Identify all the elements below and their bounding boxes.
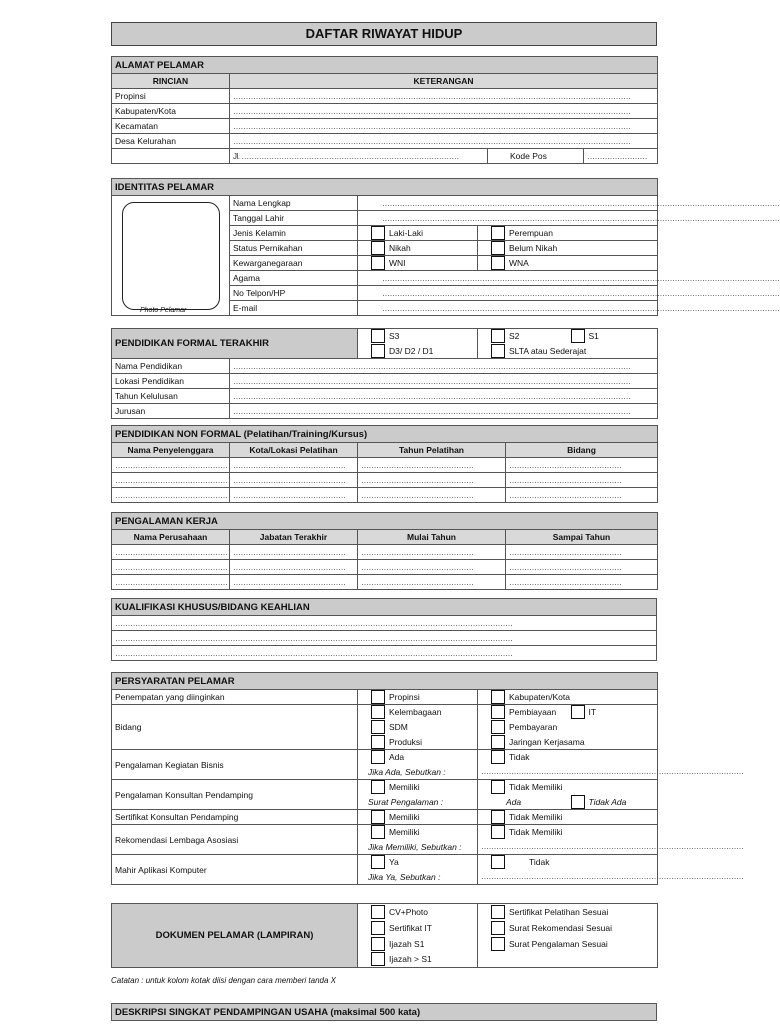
pendidikan-table: PENDIDIKAN FORMAL TERAKHIR S3 S2 S1 D3/ D2 / D1 SLTA atau Sederajat Nama Pendidikan …………………………………………………………………………………………………………………………………………… Lokasi Pendidikan …………………………………………………………………………………………………………………………………………… Tahun Kelulusan …………………………………………………………………………………………………………………………………………… Jurusan ……………………………………………………………………………………………………………………………………………: [111, 328, 658, 419]
nikah-checkbox[interactable]: [371, 241, 385, 255]
row-label: Desa Kelurahan: [112, 134, 230, 149]
surat-pengalaman-checkbox[interactable]: [491, 937, 505, 951]
dokumen-table: DOKUMEN PELAMAR (LAMPIRAN) CV+Photo Sertifikat Pelatihan Sesuai Sertifikat IT Surat Rekomendasi Sesuai Ijazah S1 Surat Pengalaman Sesuai Ijazah > S1: [111, 903, 658, 968]
table-row: ……………………………………… ……………………………………… ……………………………………… ………………………………………: [112, 488, 658, 503]
it-checkbox[interactable]: [571, 705, 585, 719]
pengalaman-header: PENGALAMAN KERJA: [112, 513, 658, 530]
wna-checkbox[interactable]: [491, 256, 505, 270]
kualifikasi-header: KUALIFIKASI KHUSUS/BIDANG KEAHLIAN: [112, 599, 657, 616]
kelembagaan-checkbox[interactable]: [371, 705, 385, 719]
lokasi-pendidikan-field[interactable]: ……………………………………………………………………………………………………………………………………………: [230, 374, 658, 389]
konsultan-memiliki-checkbox[interactable]: [371, 780, 385, 794]
konsultan-tidak-checkbox[interactable]: [491, 780, 505, 794]
table-row: ……………………………………… ……………………………………… ……………………………………… ………………………………………: [112, 560, 658, 575]
pengalaman-table: PENGALAMAN KERJA Nama Perusahaan Jabatan Terakhir Mulai Tahun Sampai Tahun ……………………………………… ……………………………………… ……………………………………… ……………………………………… ……………………………………… ……………………………………… ……………………………………… ……………………………………… ……………………………………… ……………………………………… ……………………………………… ………………………………………: [111, 512, 658, 590]
tanggal-lahir-field[interactable]: ……………………………………………………………………………………………………………………………………………: [358, 211, 658, 226]
surat-tidak-ada-checkbox[interactable]: [571, 795, 585, 809]
persyaratan-table: PERSYARATAN PELAMAR Penempatan yang diinginkan Propinsi Kabupaten/Kota Bidang Kelembagaan Pembiayaan IT SDM Pembayaran Produksi Jaringan Kerjasama Pengalaman Kegiatan Bisnis Ada Tidak Jika Ada, Sebutkan : …………………………………………………………………………………………… Pengalaman Konsultan Pendamping Memiliki Tidak Memiliki Surat Pengalaman : Ada Tidak Ada Sertifikat Konsultan Pendamping Memiliki Tidak Memiliki Rekomendasi Lembaga Asosiasi Memiliki Tidak Memiliki Jika Memiliki, Sebutkan : …………………………………………………………………………………………… Mahir Aplikasi Komputer Ya Tidak Jika Ya, Sebutkan : ……………………………………………………………………………………………: [111, 672, 658, 885]
d3-checkbox[interactable]: [371, 344, 385, 358]
nonformal-header: PENDIDIKAN NON FORMAL (Pelatihan/Training/Kursus): [112, 426, 658, 443]
perempuan-checkbox[interactable]: [491, 226, 505, 240]
rekomendasi-memiliki-checkbox[interactable]: [371, 825, 385, 839]
catatan-note: Catatan : untuk kolom kotak diisi dengan cara memberi tanda X: [111, 976, 337, 985]
kode-pos-field[interactable]: ……………………: [584, 149, 658, 164]
photo-label: Photo Pelamar: [140, 307, 187, 314]
identitas-header: IDENTITAS PELAMAR: [112, 179, 658, 196]
deskripsi-table: [111, 1003, 657, 1021]
photo-placeholder[interactable]: [122, 202, 220, 310]
persyaratan-header: PERSYARATAN PELAMAR: [112, 673, 658, 690]
pendidikan-header: PENDIDIKAN FORMAL TERAKHIR: [112, 329, 358, 359]
kualifikasi-line[interactable]: ……………………………………………………………………………………………………………………………………………: [112, 631, 657, 646]
nonformal-table: PENDIDIKAN NON FORMAL (Pelatihan/Training/Kursus) Nama Penyelenggara Kota/Lokasi Pelatihan Tahun Pelatihan Bidang ……………………………………… ……………………………………… ……………………………………… ……………………………………… ……………………………………… ……………………………………… ……………………………………… ……………………………………… ……………………………………… ……………………………………… ……………………………………… ………………………………………: [111, 425, 658, 503]
kegiatan-ada-checkbox[interactable]: [371, 750, 385, 764]
kualifikasi-line[interactable]: ……………………………………………………………………………………………………………………………………………: [112, 616, 657, 631]
kabkota-checkbox[interactable]: [491, 690, 505, 704]
komputer-ya-checkbox[interactable]: [371, 855, 385, 869]
kualifikasi-table: [111, 598, 657, 661]
slta-checkbox[interactable]: [491, 344, 505, 358]
rekomendasi-sebutkan-field[interactable]: ……………………………………………………………………………………………: [478, 840, 658, 855]
sdm-checkbox[interactable]: [371, 720, 385, 734]
deskripsi-header: DESKRIPSI SINGKAT PENDAMPINGAN USAHA (maksimal 500 kata): [112, 1004, 657, 1021]
nama-field[interactable]: ……………………………………………………………………………………………………………………………………………: [358, 196, 658, 211]
s3-checkbox[interactable]: [371, 329, 385, 343]
komputer-tidak-checkbox[interactable]: [491, 855, 505, 869]
telpon-field[interactable]: ……………………………………………………………………………………………………………………………………………: [358, 286, 658, 301]
pembiayaan-checkbox[interactable]: [491, 705, 505, 719]
kecamatan-field[interactable]: ……………………………………………………………………………………………………………………………………………: [230, 119, 658, 134]
surat-rekomendasi-checkbox[interactable]: [491, 921, 505, 935]
tahun-kelulusan-field[interactable]: ……………………………………………………………………………………………………………………………………………: [230, 389, 658, 404]
ijazah-s1-checkbox[interactable]: [371, 937, 385, 951]
produksi-checkbox[interactable]: [371, 735, 385, 749]
row-label: Kabupaten/Kota: [112, 104, 230, 119]
kegiatan-sebutkan-field[interactable]: ……………………………………………………………………………………………: [478, 765, 658, 780]
table-row: ……………………………………… ……………………………………… ……………………………………… ………………………………………: [112, 473, 658, 488]
alamat-header: ALAMAT PELAMAR: [112, 57, 658, 74]
agama-field[interactable]: ……………………………………………………………………………………………………………………………………………: [358, 271, 658, 286]
alamat-table: [111, 56, 658, 164]
row-label: Kecamatan: [112, 119, 230, 134]
s1-checkbox[interactable]: [571, 329, 585, 343]
row-label: Propinsi: [112, 89, 230, 104]
table-row: ……………………………………… ……………………………………… ……………………………………… ………………………………………: [112, 575, 658, 590]
desa-field[interactable]: ……………………………………………………………………………………………………………………………………………: [230, 134, 658, 149]
sert-pelatihan-checkbox[interactable]: [491, 905, 505, 919]
belum-nikah-checkbox[interactable]: [491, 241, 505, 255]
sertifikat-tidak-checkbox[interactable]: [491, 810, 505, 824]
jurusan-field[interactable]: ……………………………………………………………………………………………………………………………………………: [230, 404, 658, 419]
sert-it-checkbox[interactable]: [371, 921, 385, 935]
laki-checkbox[interactable]: [371, 226, 385, 240]
kabupaten-field[interactable]: ……………………………………………………………………………………………………………………………………………: [230, 104, 658, 119]
komputer-sebutkan-field[interactable]: ……………………………………………………………………………………………: [478, 870, 658, 885]
rekomendasi-tidak-checkbox[interactable]: [491, 825, 505, 839]
wni-checkbox[interactable]: [371, 256, 385, 270]
ijazah-s2-checkbox[interactable]: [371, 952, 385, 966]
propinsi-field[interactable]: ……………………………………………………………………………………………………………………………………………: [230, 89, 658, 104]
nama-pendidikan-field[interactable]: ……………………………………………………………………………………………………………………………………………: [230, 359, 658, 374]
page-title: DAFTAR RIWAYAT HIDUP: [111, 22, 657, 46]
cv-checkbox[interactable]: [371, 905, 385, 919]
kode-pos-label: Kode Pos: [488, 149, 584, 164]
dokumen-header: DOKUMEN PELAMAR (LAMPIRAN): [112, 904, 358, 968]
jalan-field[interactable]: Jl. ……………………………………………………………………………: [230, 149, 488, 164]
col-keterangan: KETERANGAN: [230, 74, 658, 89]
sertifikat-memiliki-checkbox[interactable]: [371, 810, 385, 824]
table-row: ……………………………………… ……………………………………… ……………………………………… ………………………………………: [112, 458, 658, 473]
s2-checkbox[interactable]: [491, 329, 505, 343]
propinsi-checkbox[interactable]: [371, 690, 385, 704]
kualifikasi-line[interactable]: ……………………………………………………………………………………………………………………………………………: [112, 646, 657, 661]
jaringan-checkbox[interactable]: [491, 735, 505, 749]
identitas-table: IDENTITAS PELAMAR Nama Lengkap …………………………………………………………………………………………………………………………………………… Tanggal Lahir …………………………………………………………………………………………………………………………………………… Jenis Kelamin Laki-Laki Perempuan Status Pernikahan Nikah Belum Nikah Kewarganegaraan WNI WNA Agama …………………………………………………………………………………………………………………………………………… No Telpon/HP …………………………………………………………………………………………………………………………………………… E-mail ……………………………………………………………………………………………………………………………………………: [111, 178, 658, 316]
table-row: ……………………………………… ……………………………………… ……………………………………… ………………………………………: [112, 545, 658, 560]
pembayaran-checkbox[interactable]: [491, 720, 505, 734]
email-field[interactable]: ……………………………………………………………………………………………………………………………………………: [358, 301, 658, 316]
col-rincian: RINCIAN: [112, 74, 230, 89]
kegiatan-tidak-checkbox[interactable]: [491, 750, 505, 764]
